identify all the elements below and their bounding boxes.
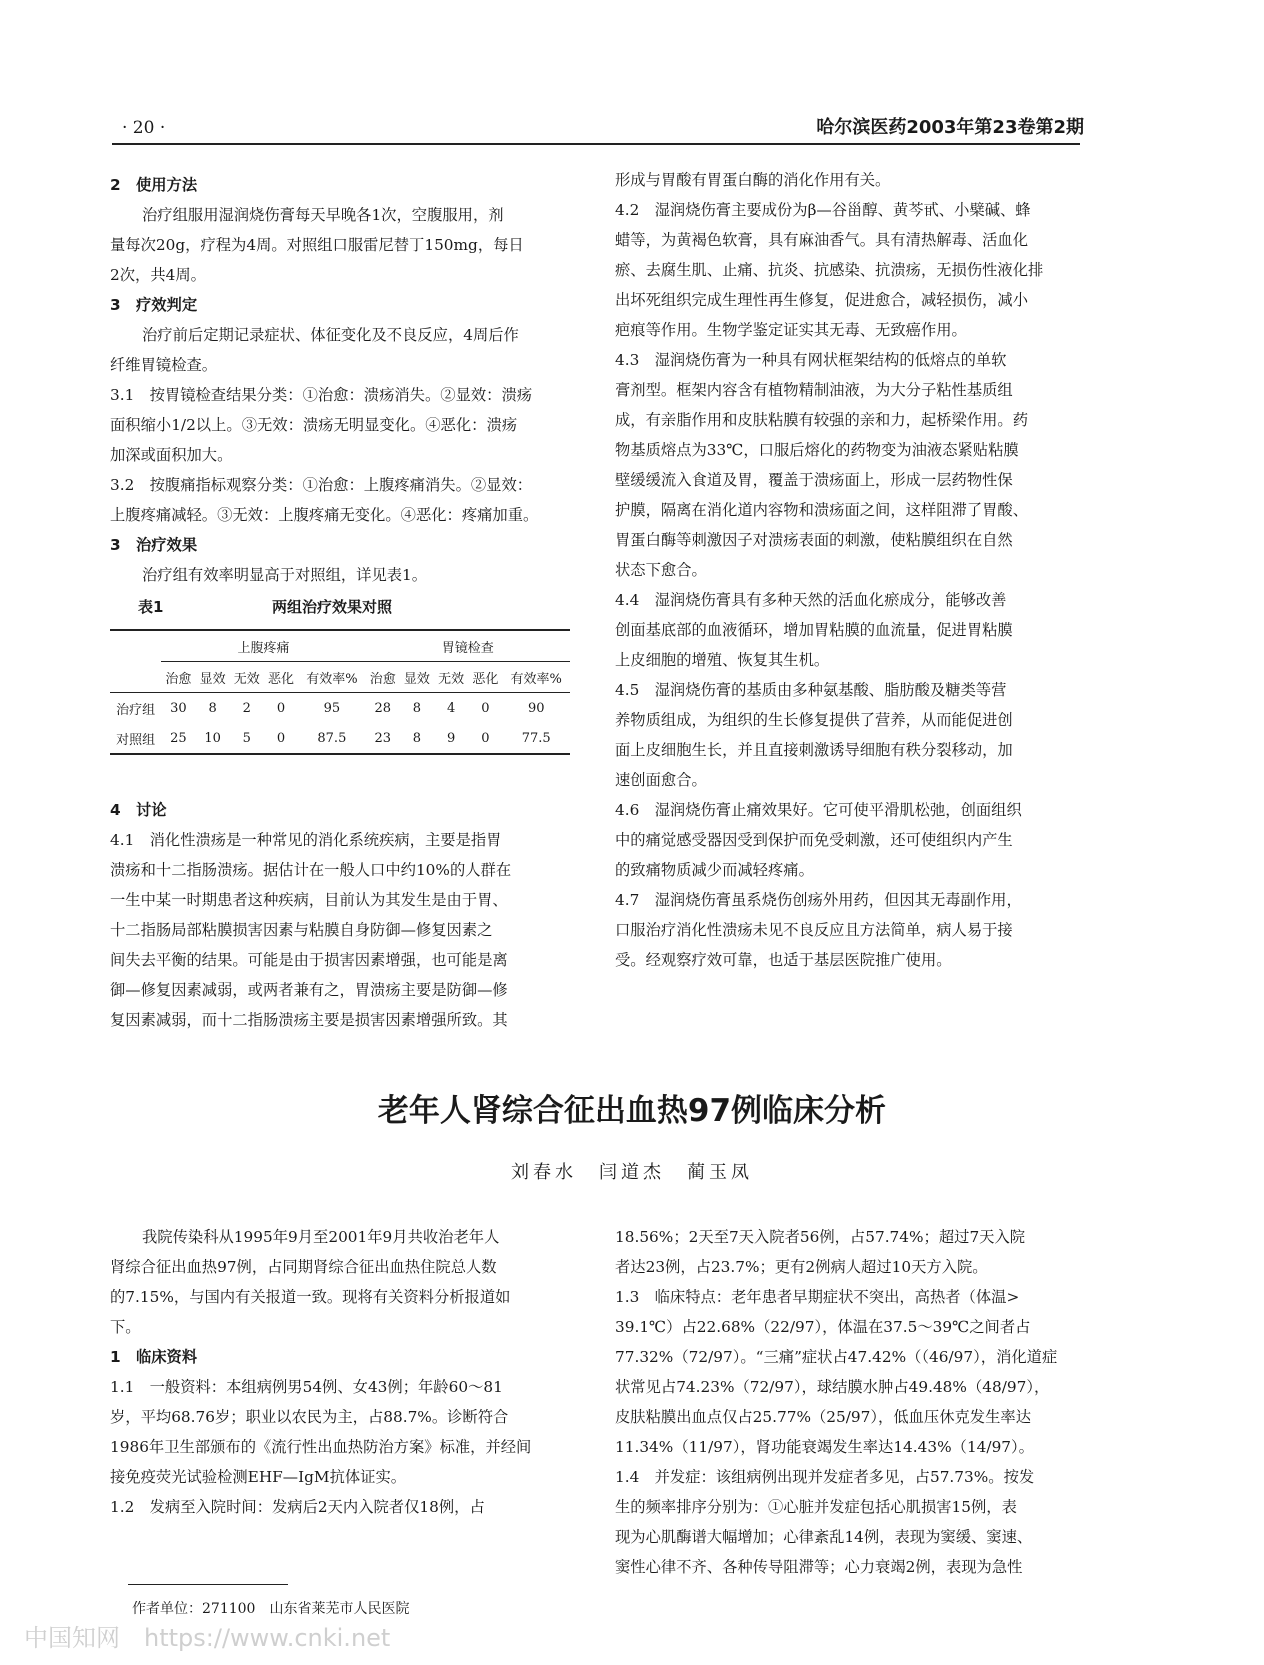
journal-name: 哈尔滨医药2003年第23卷第2期 — [816, 117, 1084, 138]
column-header: 治愈 — [369, 671, 396, 687]
paragraph-line: 疤痕等作用。生物学鉴定证实其无毒、无致癌作用。 — [615, 321, 967, 339]
table-cell: 28 — [374, 700, 391, 716]
row-header: 治疗组 — [116, 702, 156, 718]
paragraph-line: 1.2 发病至入院时间：发病后2天内入院者仅18例，占 — [110, 1498, 485, 1516]
paragraph-line: 上皮细胞的增殖、恢复其生机。 — [615, 651, 830, 669]
table-cell: 8 — [208, 700, 217, 716]
paragraph-line: 接免疫荧光试验检测EHF—IgM抗体证实。 — [110, 1468, 407, 1486]
paragraph-line: 量每次20g，疗程为4周。对照组口服雷尼替丁150mg，每日 — [110, 236, 524, 254]
paragraph-line: 面积缩小1/2以上。③无效：溃疡无明显变化。④恶化：溃疡 — [110, 416, 518, 434]
paragraph-line: 口服治疗消化性溃疡未见不良反应且方法简单，病人易于接 — [615, 921, 1013, 939]
paragraph-line: 4.1 消化性溃疡是一种常见的消化系统疾病，主要是指胃 — [110, 831, 502, 849]
paragraph-line: 治疗组有效率明显高于对照组，详见表1。 — [142, 566, 428, 584]
paragraph-line: 御—修复因素减弱，或两者兼有之，胃溃疡主要是防御—修 — [110, 981, 508, 999]
table-cell: 90 — [527, 700, 545, 716]
paragraph-line: 瘀、去腐生肌、止痛、抗炎、抗感染、抗溃疡，无损伤性液化排 — [615, 261, 1044, 279]
table-cell: 25 — [161, 723, 195, 754]
paragraph-line: 1.1 一般资料：本组病例男54例、女43例；年龄60～81 — [110, 1378, 503, 1396]
paragraph-line: 的7.15%，与国内有关报道一致。现将有关资料分析报道如 — [110, 1288, 511, 1306]
paragraph-line: 上腹疼痛减轻。③无效：上腹疼痛无变化。④恶化：疼痛加重。 — [110, 506, 539, 524]
paragraph-line: 4.7 湿润烧伤膏虽系烧伤创疡外用药，但因其无毒副作用， — [615, 891, 1022, 909]
table-cell: 23 — [366, 723, 400, 754]
paragraph-line: 1.3 临床特点：老年患者早期症状不突出，高热者（体温> — [615, 1288, 1020, 1306]
paragraph-line: 出坏死组织完成生理性再生修复，促进愈合，减轻损伤，减小 — [615, 291, 1029, 309]
paragraph-line: 77.32%（72/97）。“三痛”症状占47.42%（（46/97），消化道症 — [615, 1348, 1058, 1366]
paragraph-line: 1.4 并发症：该组病例出现并发症者多见，占57.73%。按发 — [615, 1468, 1035, 1486]
cnki-watermark: 中国知网 https://www.cnki.net — [24, 1624, 391, 1652]
paragraph-line: 溃疡和十二指肠溃疡。据估计在一般人口中约10%的人群在 — [110, 861, 512, 879]
group-header: 上腹疼痛 — [161, 630, 365, 662]
section-heading: 2 使用方法 — [110, 176, 198, 194]
paragraph-line: 下。 — [110, 1318, 141, 1336]
section-heading: 3 疗效判定 — [110, 296, 198, 314]
paragraph-line: 间失去平衡的结果。可能是由于损害因素增强，也可能是离 — [110, 951, 508, 969]
table-cell: 77.5 — [502, 723, 570, 754]
paragraph-line: 十二指肠局部粘膜损害因素与粘膜自身防御—修复因素之 — [110, 921, 493, 939]
column-header: 有效率% — [510, 671, 562, 687]
paragraph-line: 皮肤粘膜出血点仅占25.77%（25/97），低血压休克发生率达 — [615, 1408, 1031, 1426]
paragraph-line: 中的痛觉感受器因受到保护而免受刺激，还可使组织内产生 — [615, 831, 1013, 849]
table-cell: 2 — [242, 700, 251, 716]
paragraph-line: 生的频率排序分别为：①心脏并发症包括心肌损害15例，表 — [615, 1498, 1017, 1516]
paragraph-line: 纤维胃镜检查。 — [110, 356, 218, 374]
table-cell: 4 — [446, 700, 456, 716]
section-heading: 1 临床资料 — [110, 1348, 198, 1366]
paragraph-line: 窦性心律不齐、各种传导阻滞等；心力衰竭2例，表现为急性 — [615, 1558, 1023, 1576]
paragraph-line: 成，有亲脂作用和皮肤粘膜有较强的亲和力，起桥梁作用。药 — [615, 411, 1029, 429]
table-cell: 9 — [434, 723, 468, 754]
paragraph-line: 形成与胃酸有胃蛋白酶的消化作用有关。 — [615, 171, 891, 189]
paragraph-line: 状态下愈合。 — [615, 561, 707, 579]
column-header: 无效 — [233, 671, 260, 687]
paragraph-line: 4.2 湿润烧伤膏主要成份为β—谷甾醇、黄芩甙、小檗碱、蜂 — [615, 201, 1031, 219]
article2-right-column — [615, 1222, 1080, 1582]
paragraph-line: 膏剂型。框架内容含有植物精制油液，为大分子粘性基质组 — [615, 381, 1013, 399]
table-cell: 8 — [400, 723, 434, 754]
paragraph-line: 胃蛋白酶等刺激因子对溃疡表面的刺激，使粘膜组织在自然 — [615, 531, 1013, 549]
section-heading: 4 讨论 — [110, 801, 167, 819]
paragraph-line: 现为心肌酶谱大幅增加；心律紊乱14例，表现为窦缓、窦速、 — [615, 1528, 1033, 1546]
paragraph-line: 状常见占74.23%（72/97），球结膜水肿占49.48%（48/97）， — [615, 1378, 1050, 1396]
paragraph-line: 创面基底部的血液循环，增加胃粘膜的血流量，促进胃粘膜 — [615, 621, 1013, 639]
paragraph-line: 3.2 按腹痛指标观察分类：①治愈：上腹疼痛消失。②显效： — [110, 476, 533, 494]
column-header: 显效 — [199, 671, 226, 687]
paragraph-line: 治疗组服用湿润烧伤膏每天早晚各1次，空腹服用，剂 — [142, 206, 504, 224]
paragraph-line: 11.34%（11/97），肾功能衰竭发生率达14.43%（14/97）。 — [615, 1438, 1034, 1456]
paragraph-line: 壁缓缓流入食道及胃，覆盖于溃疡面上，形成一层药物性保 — [615, 471, 1013, 489]
author-affiliation: 作者单位：271100 山东省莱芜市人民医院 — [132, 1601, 410, 1617]
paragraph-line: 的致痛物质减少而减轻疼痛。 — [615, 861, 814, 879]
paragraph-line: 我院传染科从1995年9月至2001年9月共收治老年人 — [142, 1228, 500, 1246]
paragraph-line: 3.1 按胃镜检查结果分类：①治愈：溃疡消失。②显效：溃疡 — [110, 386, 533, 404]
paragraph-line: 者达23例，占23.7%；更有2例病人超过10天方入院。 — [615, 1258, 988, 1276]
table-cell: 0 — [481, 700, 490, 716]
table-cell: 8 — [412, 700, 422, 716]
paragraph-line: 养物质组成，为组织的生长修复提供了营养，从而能促进创 — [615, 711, 1013, 729]
footnote-rule — [128, 1584, 288, 1585]
page-number: · 20 · — [122, 118, 166, 138]
table-corner — [110, 662, 161, 693]
paragraph-line: 护膜，隔离在消化道内容物和溃疡面之间，这样阻滞了胃酸、 — [615, 501, 1029, 519]
table-cell: 0 — [264, 723, 298, 754]
table-corner — [110, 630, 161, 662]
paragraph-line: 面上皮细胞生长，并且直接刺激诱导细胞有秩分裂移动，加 — [615, 741, 1013, 759]
results-table — [110, 629, 570, 755]
paragraph-line: 18.56%；2天至7天入院者56例，占57.74%；超过7天入院 — [615, 1228, 1026, 1246]
table-cell: 95 — [323, 700, 341, 716]
column-header: 治愈 — [165, 671, 192, 687]
paragraph-line: 岁，平均68.76岁；职业以农民为主，占88.7%。诊断符合 — [110, 1408, 509, 1426]
column-header: 显效 — [403, 671, 430, 687]
paragraph-line: 蜡等，为黄褐色软膏，具有麻油香气。具有清热解毒、活血化 — [615, 231, 1029, 249]
paragraph-line: 4.3 湿润烧伤膏为一种具有网状框架结构的低熔点的单软 — [615, 351, 1007, 369]
table-cell: 0 — [276, 700, 286, 716]
paragraph-line: 受。经观察疗效可靠，也适于基层医院推广使用。 — [615, 951, 952, 969]
table-caption: 两组治疗效果对照 — [272, 598, 393, 616]
paragraph-line: 4.4 湿润烧伤膏具有多种天然的活血化瘀成分，能够改善 — [615, 591, 1007, 609]
paragraph-line: 4.6 湿润烧伤膏止痛效果好。它可使平滑肌松弛，创面组织 — [615, 801, 1022, 819]
paragraph-line: 2次，共4周。 — [110, 266, 206, 284]
paragraph-line: 速创面愈合。 — [615, 771, 707, 789]
paragraph-line: 物基质熔点为33℃，口服后熔化的药物变为油液态紧贴粘膜 — [615, 441, 1019, 459]
column-header: 恶化 — [472, 671, 499, 687]
article2-left-column — [110, 1222, 575, 1522]
paragraph-line: 复因素减弱，而十二指肠溃疡主要是损害因素增强所致。其 — [110, 1011, 508, 1029]
paragraph-line: 一生中某一时期患者这种疾病，目前认为其发生是由于胃、 — [110, 891, 508, 909]
table-cell: 87.5 — [298, 723, 366, 754]
group-header: 胃镜检查 — [366, 630, 570, 662]
article-authors: 刘春水 闫道杰 蔺玉凤 — [511, 1162, 753, 1183]
row-header: 对照组 — [110, 723, 161, 754]
table-cell: 30 — [170, 700, 187, 716]
discussion-column — [110, 795, 575, 1035]
paragraph-line: 1986年卫生部颁布的《流行性出血热防治方案》标准，并经间 — [110, 1438, 532, 1456]
header-rule — [112, 143, 1080, 145]
article-title: 老年人肾综合征出血热97例临床分析 — [377, 1093, 887, 1129]
column-header: 无效 — [438, 671, 465, 687]
paragraph-line: 39.1℃）占22.68%（22/97），体温在37.5～39℃之间者占 — [615, 1318, 1031, 1336]
paragraph-line: 肾综合征出血热97例，占同期肾综合征出血热住院总人数 — [110, 1258, 497, 1276]
column-header: 有效率% — [306, 671, 358, 687]
table-cell: 10 — [196, 723, 230, 754]
left-column — [110, 170, 575, 590]
paragraph-line: 加深或面积加大。 — [110, 446, 233, 464]
paragraph-line: 治疗前后定期记录症状、体征变化及不良反应，4周后作 — [142, 326, 519, 344]
paragraph-line: 4.5 湿润烧伤膏的基质由多种氨基酸、脂肪酸及糖类等营 — [615, 681, 1007, 699]
column-header: 恶化 — [268, 671, 295, 687]
table-label: 表1 — [138, 598, 164, 616]
table-cell: 5 — [230, 723, 264, 754]
table-cell: 0 — [468, 723, 502, 754]
right-column — [615, 165, 1080, 975]
section-heading: 3 治疗效果 — [110, 536, 198, 554]
